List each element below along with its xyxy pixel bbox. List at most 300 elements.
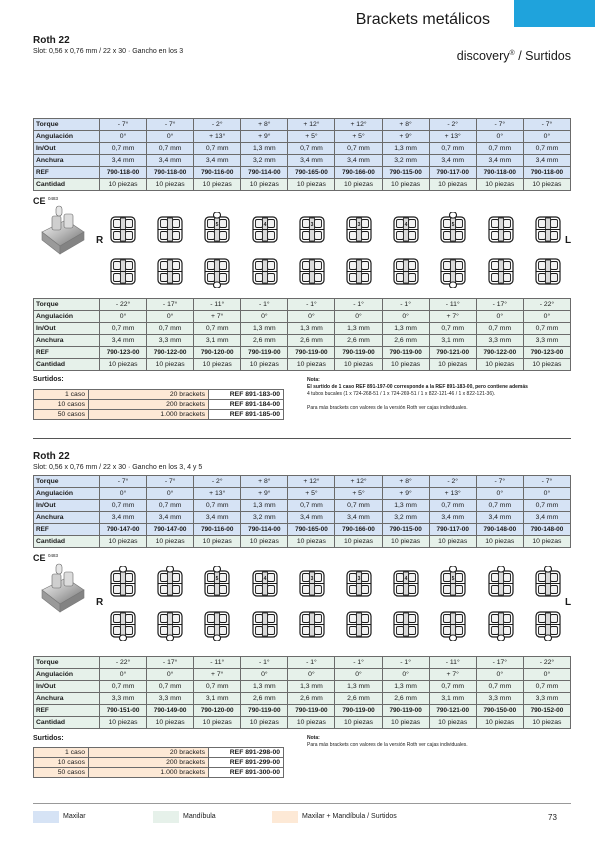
ce-number: 0483 bbox=[48, 553, 59, 558]
spec-cell: 790-116-00 bbox=[194, 167, 241, 179]
svg-text:5: 5 bbox=[216, 222, 219, 228]
spec-cell: 10 piezas bbox=[429, 179, 476, 191]
lower-bracket-icon bbox=[202, 607, 232, 646]
spec-cell: + 8° bbox=[241, 119, 288, 131]
spec-cell: + 12° bbox=[288, 119, 335, 131]
left-side-letter: L bbox=[565, 597, 572, 608]
spec-cell: 0,7 mm bbox=[100, 681, 147, 693]
surtidos-desc: 200 brackets bbox=[89, 758, 209, 768]
ce-mark-text: CE bbox=[33, 553, 46, 563]
lower-bracket-icon bbox=[391, 607, 421, 646]
spec-row-inout bbox=[34, 681, 571, 693]
spec-cell: + 7° bbox=[429, 669, 476, 681]
spec-cell: 790-148-00 bbox=[476, 524, 523, 536]
spec-cell: 3,4 mm bbox=[100, 512, 147, 524]
spec-row-anchura bbox=[34, 693, 571, 705]
spec-cell: 0° bbox=[523, 131, 570, 143]
spec-cell: 2,6 mm bbox=[241, 693, 288, 705]
notes-block bbox=[307, 377, 572, 412]
row-label: Angulación bbox=[34, 669, 100, 681]
spec-cell: 3,3 mm bbox=[523, 693, 570, 705]
spec-cell: 10 piezas bbox=[476, 717, 523, 729]
spec-cell: 10 piezas bbox=[382, 359, 429, 371]
bracket-photo-icon bbox=[36, 202, 88, 258]
svg-text:5: 5 bbox=[452, 576, 455, 582]
spec-cell: + 12° bbox=[335, 476, 382, 488]
spec-cell: 3,4 mm bbox=[194, 512, 241, 524]
upper-bracket-icon bbox=[533, 566, 563, 605]
spec-cell: 0° bbox=[100, 311, 147, 323]
surtidos-desc: 1.000 brackets bbox=[89, 768, 209, 778]
surtidos-row bbox=[34, 758, 284, 768]
spec-cell: 0,7 mm bbox=[194, 681, 241, 693]
spec-cell: - 1° bbox=[335, 299, 382, 311]
spec-cell: 3,2 mm bbox=[241, 155, 288, 167]
surtidos-qty: 10 casos bbox=[34, 400, 89, 410]
spec-cell: 790-147-00 bbox=[147, 524, 194, 536]
spec-cell: 0° bbox=[382, 669, 429, 681]
spec-cell: 790-116-00 bbox=[194, 524, 241, 536]
spec-cell: 0,7 mm bbox=[523, 500, 570, 512]
spec-cell: 0° bbox=[100, 669, 147, 681]
surtidos-qty: 50 casos bbox=[34, 410, 89, 420]
spec-cell: 790-165-00 bbox=[288, 167, 335, 179]
row-label: In/Out bbox=[34, 681, 100, 693]
spec-cell: 10 piezas bbox=[476, 536, 523, 548]
spec-cell: 2,6 mm bbox=[288, 335, 335, 347]
spec-cell: 10 piezas bbox=[100, 179, 147, 191]
spec-cell: 0,7 mm bbox=[100, 500, 147, 512]
upper-bracket-icon bbox=[108, 566, 138, 605]
spec-row-inout bbox=[34, 500, 571, 512]
surtidos-ref: REF 891-185-00 bbox=[209, 410, 284, 420]
spec-cell: - 11° bbox=[429, 299, 476, 311]
page-number: 73 bbox=[548, 813, 557, 822]
lower-bracket-icon bbox=[438, 254, 468, 293]
spec-cell: 3,2 mm bbox=[382, 155, 429, 167]
surtidos-ref: REF 891-298-00 bbox=[209, 748, 284, 758]
row-label: Angulación bbox=[34, 488, 100, 500]
row-label: Anchura bbox=[34, 335, 100, 347]
upper-bracket-icon bbox=[155, 566, 185, 605]
spec-row-angulacion bbox=[34, 669, 571, 681]
svg-text:4: 4 bbox=[404, 576, 408, 582]
spec-cell: + 7° bbox=[194, 669, 241, 681]
lower-bracket-icon bbox=[533, 254, 563, 293]
svg-text:5: 5 bbox=[452, 222, 455, 228]
spec-cell: 790-120-00 bbox=[194, 347, 241, 359]
spec-cell: 10 piezas bbox=[194, 717, 241, 729]
spec-cell: 10 piezas bbox=[288, 536, 335, 548]
spec-cell: + 5° bbox=[335, 488, 382, 500]
spec-cell: 10 piezas bbox=[147, 359, 194, 371]
surtidos-title: Surtidos: bbox=[33, 735, 64, 742]
upper-bracket-icon bbox=[391, 212, 421, 251]
section-header bbox=[33, 35, 571, 55]
spec-cell: 0,7 mm bbox=[476, 500, 523, 512]
lower-spec-table bbox=[33, 298, 571, 371]
spec-cell: 3,3 mm bbox=[476, 335, 523, 347]
surtidos-desc: 20 brackets bbox=[89, 748, 209, 758]
svg-text:3: 3 bbox=[310, 576, 314, 582]
surtidos-row bbox=[34, 400, 284, 410]
spec-cell: 790-123-00 bbox=[523, 347, 570, 359]
spec-row-cantidad bbox=[34, 179, 571, 191]
spec-cell: 3,3 mm bbox=[147, 693, 194, 705]
svg-text:4: 4 bbox=[263, 222, 266, 228]
spec-row-anchura bbox=[34, 512, 571, 524]
spec-cell: 790-119-00 bbox=[335, 705, 382, 717]
spec-cell: 3,4 mm bbox=[147, 512, 194, 524]
spec-cell: - 7° bbox=[476, 119, 523, 131]
lower-bracket-icon bbox=[108, 254, 138, 293]
left-side-letter: L bbox=[565, 235, 572, 246]
spec-cell: 790-117-00 bbox=[429, 524, 476, 536]
spec-cell: 0,7 mm bbox=[100, 323, 147, 335]
surtidos-ref: REF 891-300-00 bbox=[209, 768, 284, 778]
surtidos-ref: REF 891-299-00 bbox=[209, 758, 284, 768]
lower-bracket-icon bbox=[155, 254, 185, 293]
spec-cell: 1,3 mm bbox=[241, 500, 288, 512]
upper-bracket-icon bbox=[202, 212, 232, 251]
spec-cell: 790-166-00 bbox=[335, 167, 382, 179]
spec-cell: 0,7 mm bbox=[429, 500, 476, 512]
spec-row-torque bbox=[34, 119, 571, 131]
subtitle-rest: / Surtidos bbox=[514, 49, 571, 63]
spec-cell: 790-123-00 bbox=[100, 347, 147, 359]
upper-bracket-icon bbox=[486, 212, 516, 251]
section-title: Roth 22 bbox=[33, 35, 70, 46]
lower-bracket-icon bbox=[155, 607, 185, 646]
spec-cell: 0° bbox=[523, 669, 570, 681]
row-label: Anchura bbox=[34, 693, 100, 705]
surtidos-desc: 20 brackets bbox=[89, 390, 209, 400]
spec-cell: 0° bbox=[100, 131, 147, 143]
spec-cell: - 7° bbox=[100, 119, 147, 131]
bracket-photo-icon bbox=[36, 560, 88, 616]
spec-cell: 10 piezas bbox=[523, 359, 570, 371]
spec-cell: 0,7 mm bbox=[429, 143, 476, 155]
svg-text:3: 3 bbox=[310, 222, 314, 228]
spec-cell: 3,4 mm bbox=[335, 512, 382, 524]
upper-bracket-icon bbox=[297, 212, 327, 251]
spec-cell: 3,4 mm bbox=[523, 155, 570, 167]
row-label: In/Out bbox=[34, 323, 100, 335]
surtidos-table bbox=[33, 389, 284, 420]
spec-cell: 790-166-00 bbox=[335, 524, 382, 536]
spec-cell: + 13° bbox=[194, 488, 241, 500]
spec-cell: + 13° bbox=[429, 131, 476, 143]
spec-cell: 10 piezas bbox=[429, 536, 476, 548]
notes-title: Nota: bbox=[307, 735, 320, 741]
spec-cell: 790-165-00 bbox=[288, 524, 335, 536]
spec-cell: 790-119-00 bbox=[382, 347, 429, 359]
spec-cell: 1,3 mm bbox=[382, 323, 429, 335]
spec-cell: + 12° bbox=[288, 476, 335, 488]
spec-row-angulacion bbox=[34, 311, 571, 323]
spec-cell: 790-149-00 bbox=[147, 705, 194, 717]
spec-row-inout bbox=[34, 323, 571, 335]
spec-cell: + 5° bbox=[335, 131, 382, 143]
section-title: Roth 22 bbox=[33, 451, 70, 462]
spec-cell: 0° bbox=[335, 669, 382, 681]
spec-cell: 790-119-00 bbox=[288, 347, 335, 359]
spec-cell: 790-115-00 bbox=[382, 167, 429, 179]
page-title: Brackets metálicos bbox=[355, 11, 490, 28]
upper-bracket-icon bbox=[250, 566, 280, 605]
spec-cell: 2,6 mm bbox=[382, 335, 429, 347]
spec-cell: 3,4 mm bbox=[100, 335, 147, 347]
spec-cell: 3,1 mm bbox=[429, 335, 476, 347]
spec-cell: 0° bbox=[100, 488, 147, 500]
spec-row-ref bbox=[34, 167, 571, 179]
spec-cell: - 7° bbox=[100, 476, 147, 488]
spec-cell: 10 piezas bbox=[194, 536, 241, 548]
upper-spec-table bbox=[33, 475, 571, 548]
spec-cell: 790-147-00 bbox=[100, 524, 147, 536]
spec-cell: - 11° bbox=[194, 657, 241, 669]
spec-cell: 3,2 mm bbox=[241, 512, 288, 524]
spec-row-torque bbox=[34, 299, 571, 311]
spec-cell: 790-152-00 bbox=[523, 705, 570, 717]
row-label: Cantidad bbox=[34, 359, 100, 371]
spec-cell: 3,3 mm bbox=[476, 693, 523, 705]
spec-cell: 10 piezas bbox=[523, 717, 570, 729]
surtidos-table bbox=[33, 747, 284, 778]
spec-cell: 10 piezas bbox=[288, 717, 335, 729]
spec-cell: 3,4 mm bbox=[476, 155, 523, 167]
spec-cell: 1,3 mm bbox=[382, 500, 429, 512]
spec-cell: 2,6 mm bbox=[288, 693, 335, 705]
spec-cell: 1,3 mm bbox=[335, 681, 382, 693]
spec-cell: 1,3 mm bbox=[241, 143, 288, 155]
spec-cell: 0° bbox=[476, 488, 523, 500]
spec-cell: 790-122-00 bbox=[476, 347, 523, 359]
lower-bracket-icon bbox=[344, 607, 374, 646]
spec-cell: 10 piezas bbox=[335, 359, 382, 371]
spec-cell: 10 piezas bbox=[382, 536, 429, 548]
surtidos-ref: REF 891-183-00 bbox=[209, 390, 284, 400]
spec-cell: 10 piezas bbox=[241, 359, 288, 371]
surtidos-row bbox=[34, 768, 284, 778]
surtidos-row bbox=[34, 748, 284, 758]
spec-cell: 10 piezas bbox=[100, 536, 147, 548]
spec-cell: 0° bbox=[147, 488, 194, 500]
spec-cell: 0° bbox=[476, 311, 523, 323]
right-side-letter: R bbox=[96, 235, 104, 246]
lower-bracket-icon bbox=[202, 254, 232, 293]
spec-cell: 3,4 mm bbox=[429, 155, 476, 167]
notes-line: Para más brackets con valores de la versión Roth ver cajas individuales. bbox=[307, 405, 468, 411]
spec-cell: 790-114-00 bbox=[241, 524, 288, 536]
lower-bracket-icon bbox=[108, 607, 138, 646]
footer-divider bbox=[33, 803, 571, 804]
spec-cell: + 13° bbox=[429, 488, 476, 500]
spec-cell: + 7° bbox=[194, 311, 241, 323]
surtidos-row bbox=[34, 410, 284, 420]
spec-cell: 790-118-00 bbox=[476, 167, 523, 179]
surtidos-ref: REF 891-184-00 bbox=[209, 400, 284, 410]
spec-cell: 2,6 mm bbox=[241, 335, 288, 347]
spec-cell: 0° bbox=[288, 311, 335, 323]
spec-cell: 0° bbox=[382, 311, 429, 323]
row-label: Angulación bbox=[34, 131, 100, 143]
spec-cell: 0,7 mm bbox=[288, 500, 335, 512]
spec-row-anchura bbox=[34, 155, 571, 167]
row-label: In/Out bbox=[34, 500, 100, 512]
spec-cell: - 1° bbox=[382, 299, 429, 311]
spec-cell: + 9° bbox=[241, 488, 288, 500]
spec-cell: 3,3 mm bbox=[100, 693, 147, 705]
lower-bracket-icon bbox=[297, 607, 327, 646]
spec-cell: 790-120-00 bbox=[194, 705, 241, 717]
spec-cell: - 2° bbox=[429, 476, 476, 488]
row-label: Anchura bbox=[34, 155, 100, 167]
spec-cell: 10 piezas bbox=[194, 359, 241, 371]
spec-cell: 790-119-00 bbox=[288, 705, 335, 717]
spec-cell: 0,7 mm bbox=[335, 143, 382, 155]
spec-cell: 10 piezas bbox=[335, 536, 382, 548]
spec-cell: 1,3 mm bbox=[288, 323, 335, 335]
spec-cell: 3,1 mm bbox=[194, 693, 241, 705]
notes-line: Para más brackets con valores de la versión Roth ver cajas individuales. bbox=[307, 742, 468, 748]
upper-bracket-icon bbox=[486, 566, 516, 605]
notes-line: El surtido de 1 caso REF 891-197-00 corresponde a la REF 891-183-00, pero contiene además bbox=[307, 384, 528, 390]
spec-cell: 790-119-00 bbox=[241, 347, 288, 359]
spec-cell: + 9° bbox=[382, 131, 429, 143]
lower-bracket-icon bbox=[250, 607, 280, 646]
spec-cell: 0° bbox=[241, 311, 288, 323]
spec-cell: 790-115-00 bbox=[382, 524, 429, 536]
lower-bracket-icon bbox=[297, 254, 327, 293]
spec-cell: 1,3 mm bbox=[288, 681, 335, 693]
row-label: Angulación bbox=[34, 311, 100, 323]
spec-cell: - 7° bbox=[476, 476, 523, 488]
surtidos-desc: 1.000 brackets bbox=[89, 410, 209, 420]
surtidos-row bbox=[34, 390, 284, 400]
spec-cell: - 2° bbox=[194, 119, 241, 131]
spec-cell: - 7° bbox=[147, 119, 194, 131]
spec-row-cantidad bbox=[34, 717, 571, 729]
spec-row-cantidad bbox=[34, 359, 571, 371]
spec-cell: 3,4 mm bbox=[523, 512, 570, 524]
spec-cell: - 1° bbox=[288, 657, 335, 669]
spec-cell: 0,7 mm bbox=[429, 681, 476, 693]
spec-cell: 3,2 mm bbox=[382, 512, 429, 524]
spec-cell: 790-118-00 bbox=[100, 167, 147, 179]
spec-cell: + 8° bbox=[241, 476, 288, 488]
upper-bracket-icon bbox=[533, 212, 563, 251]
spec-cell: 10 piezas bbox=[194, 179, 241, 191]
spec-cell: 0° bbox=[476, 131, 523, 143]
spec-cell: 0° bbox=[241, 669, 288, 681]
upper-bracket-icon bbox=[250, 212, 280, 251]
row-label: REF bbox=[34, 524, 100, 536]
upper-bracket-icon bbox=[438, 566, 468, 605]
spec-row-ref bbox=[34, 705, 571, 717]
spec-cell: - 22° bbox=[523, 299, 570, 311]
spec-cell: 0° bbox=[335, 311, 382, 323]
spec-cell: 0,7 mm bbox=[476, 323, 523, 335]
row-label: Cantidad bbox=[34, 179, 100, 191]
spec-cell: 10 piezas bbox=[429, 359, 476, 371]
lower-bracket-icon bbox=[438, 607, 468, 646]
spec-cell: 10 piezas bbox=[147, 179, 194, 191]
spec-cell: - 17° bbox=[476, 657, 523, 669]
ce-mark-text: CE bbox=[33, 196, 46, 206]
spec-cell: 10 piezas bbox=[241, 717, 288, 729]
svg-text:4: 4 bbox=[404, 222, 408, 228]
spec-cell: 0,7 mm bbox=[194, 500, 241, 512]
spec-cell: 0,7 mm bbox=[429, 323, 476, 335]
spec-cell: 10 piezas bbox=[100, 717, 147, 729]
spec-cell: - 17° bbox=[476, 299, 523, 311]
spec-cell: 10 piezas bbox=[147, 536, 194, 548]
spec-cell: - 11° bbox=[429, 657, 476, 669]
upper-bracket-icon bbox=[202, 566, 232, 605]
spec-cell: + 8° bbox=[382, 119, 429, 131]
spec-cell: 3,4 mm bbox=[288, 512, 335, 524]
section-header bbox=[33, 451, 571, 471]
spec-cell: 10 piezas bbox=[241, 179, 288, 191]
row-label: Torque bbox=[34, 476, 100, 488]
surtidos-qty: 1 caso bbox=[34, 748, 89, 758]
subtitle-brand: discovery bbox=[456, 49, 510, 63]
row-label: Torque bbox=[34, 657, 100, 669]
spec-cell: 10 piezas bbox=[335, 717, 382, 729]
spec-cell: - 17° bbox=[147, 299, 194, 311]
surtidos-desc: 200 brackets bbox=[89, 400, 209, 410]
spec-cell: 0,7 mm bbox=[523, 681, 570, 693]
spec-cell: - 2° bbox=[194, 476, 241, 488]
spec-cell: + 12° bbox=[335, 119, 382, 131]
spec-cell: - 1° bbox=[382, 657, 429, 669]
spec-cell: - 17° bbox=[147, 657, 194, 669]
upper-bracket-icon bbox=[391, 566, 421, 605]
notes-title: Nota: bbox=[307, 377, 320, 383]
row-label: REF bbox=[34, 167, 100, 179]
spec-cell: 0,7 mm bbox=[147, 323, 194, 335]
spec-cell: + 7° bbox=[429, 311, 476, 323]
surtidos-qty: 50 casos bbox=[34, 768, 89, 778]
spec-cell: 10 piezas bbox=[288, 359, 335, 371]
notes-line: 4 tubos bucales (1 x 724-268-51 / 1 x 724-269-51 / 1 x 822-121-46 / 1 x 822-121-36). bbox=[307, 391, 496, 397]
spec-cell: 0° bbox=[288, 669, 335, 681]
spec-cell: 0,7 mm bbox=[147, 143, 194, 155]
spec-cell: 3,4 mm bbox=[429, 512, 476, 524]
spec-row-angulacion bbox=[34, 488, 571, 500]
spec-cell: 2,6 mm bbox=[335, 335, 382, 347]
ce-number: 0483 bbox=[48, 196, 59, 201]
surtidos-qty: 1 caso bbox=[34, 390, 89, 400]
spec-cell: 0,7 mm bbox=[523, 323, 570, 335]
spec-cell: 790-122-00 bbox=[147, 347, 194, 359]
spec-cell: + 13° bbox=[194, 131, 241, 143]
spec-cell: 790-119-00 bbox=[335, 347, 382, 359]
spec-cell: 0° bbox=[523, 311, 570, 323]
spec-cell: - 1° bbox=[241, 299, 288, 311]
spec-cell: 3,4 mm bbox=[194, 155, 241, 167]
row-label: REF bbox=[34, 347, 100, 359]
spec-cell: 1,3 mm bbox=[241, 323, 288, 335]
spec-cell: 790-151-00 bbox=[100, 705, 147, 717]
spec-row-angulacion bbox=[34, 131, 571, 143]
svg-text:3: 3 bbox=[357, 222, 361, 228]
svg-text:4: 4 bbox=[263, 576, 266, 582]
spec-cell: 790-150-00 bbox=[476, 705, 523, 717]
spec-cell: + 9° bbox=[241, 131, 288, 143]
spec-cell: 10 piezas bbox=[288, 179, 335, 191]
